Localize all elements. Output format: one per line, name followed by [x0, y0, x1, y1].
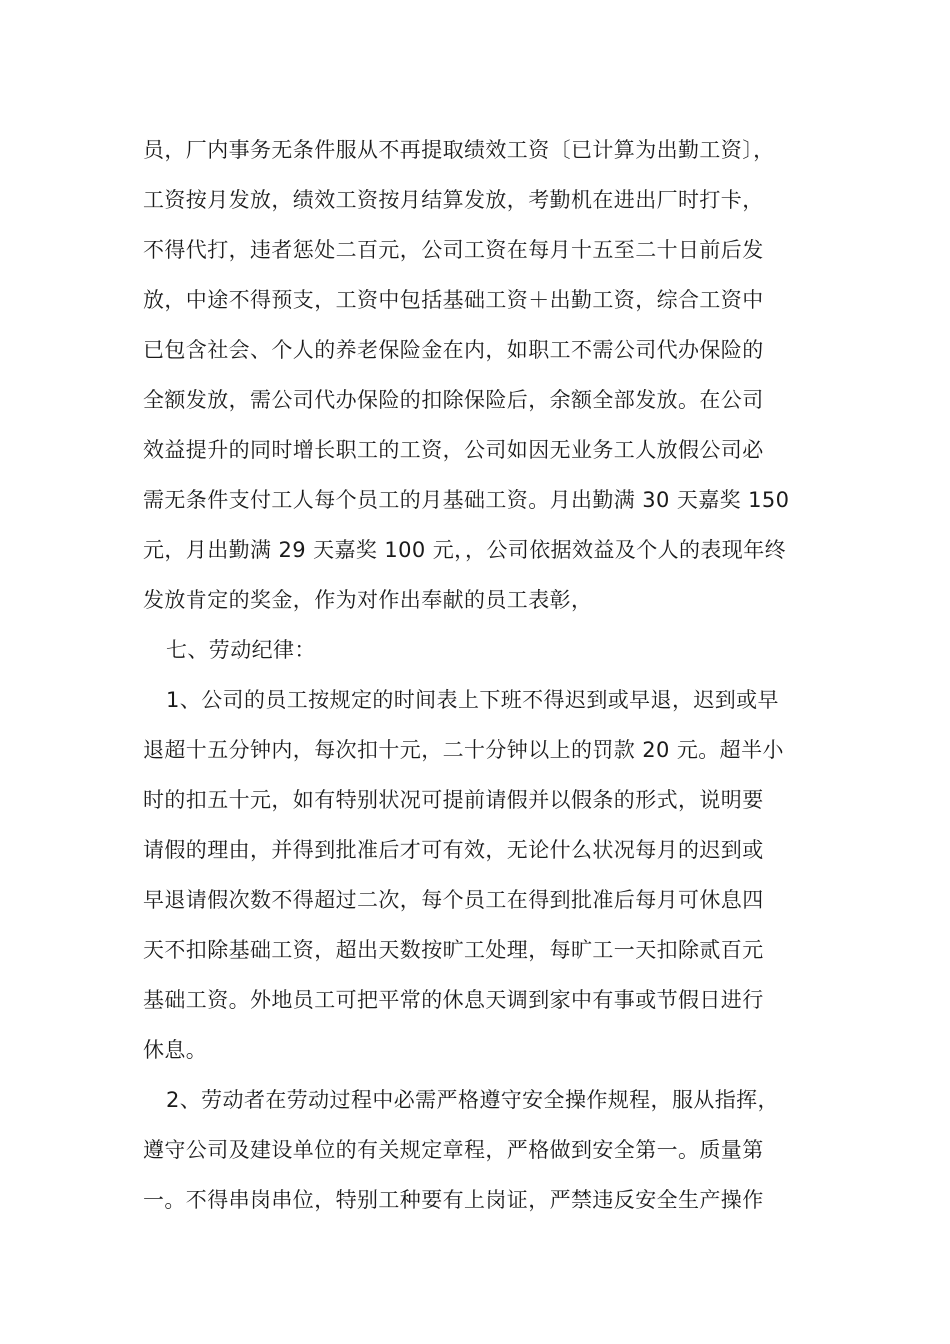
text-line: 工资按月发放，绩效工资按月结算发放，考勤机在进出厂时打卡， [143, 188, 764, 212]
text-line: 已包含社会、个人的养老保险金在内，如职工不需公司代办保险的 [143, 338, 764, 362]
text-line: 早退请假次数不得超过二次，每个员工在得到批准后每月可休息四 [143, 888, 764, 912]
text-line: 1、公司的员工按规定的时间表上下班不得迟到或早退，迟到或早 [166, 688, 779, 712]
text-line: 不得代打，违者惩处二百元，公司工资在每月十五至二十日前后发 [143, 238, 764, 262]
text-line: 效益提升的同时增长职工的工资，公司如因无业务工人放假公司必 [143, 438, 764, 462]
text-line: 发放肯定的奖金，作为对作出奉献的员工表彰， [143, 588, 593, 612]
text-line: 元，月出勤满 29 天嘉奖 100 元，，公司依据效益及个人的表现年终 [143, 538, 787, 562]
text-line: 天不扣除基础工资，超出天数按旷工处理，每旷工一天扣除贰百元 [143, 938, 764, 962]
text-line: 遵守公司及建设单位的有关规定章程，严格做到安全第一。质量第 [143, 1138, 764, 1162]
text-line: 需无条件支付工人每个员工的月基础工资。月出勤满 30 天嘉奖 150 [143, 488, 790, 512]
text-line: 员，厂内事务无条件服从不再提取绩效工资〔已计算为出勤工资〕， [143, 138, 775, 162]
text-line: 基础工资。外地员工可把平常的休息天调到家中有事或节假日进行 [143, 988, 764, 1012]
text-line: 休息。 [143, 1038, 208, 1062]
text-line: 一。不得串岗串位，特别工种要有上岗证，严禁违反安全生产操作 [143, 1188, 764, 1212]
text-line: 请假的理由，并得到批准后才可有效，无论什么状况每月的迟到或 [143, 838, 764, 862]
text-line: 2、劳动者在劳动过程中必需严格遵守安全操作规程，服从指挥， [166, 1088, 779, 1112]
text-line: 放，中途不得预支，工资中包括基础工资＋出勤工资，综合工资中 [143, 288, 764, 312]
text-line: 时的扣五十元，如有特别状况可提前请假并以假条的形式，说明要 [143, 788, 764, 812]
section-heading: 七、劳动纪律： [166, 638, 316, 662]
text-line: 全额发放，需公司代办保险的扣除保险后，余额全部发放。在公司 [143, 388, 764, 412]
text-line: 退超十五分钟内，每次扣十元，二十分钟以上的罚款 20 元。超半小 [143, 738, 784, 762]
